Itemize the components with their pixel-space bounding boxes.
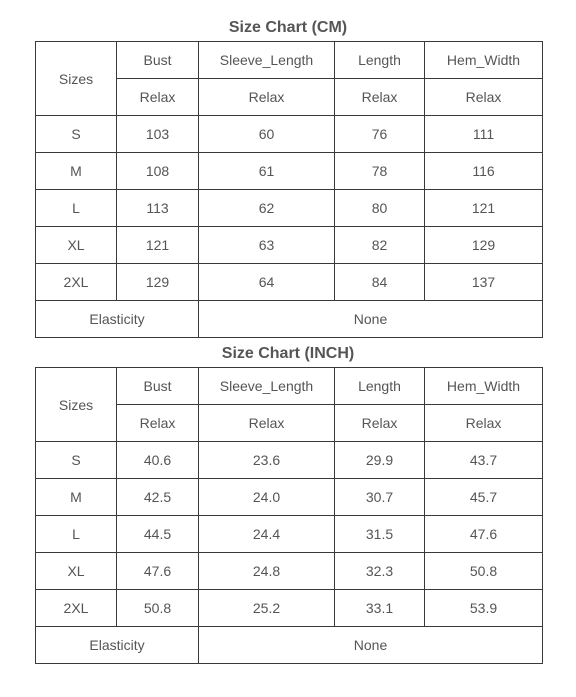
column-header: Hem_Width: [425, 368, 543, 405]
measurement-cell: 43.7: [425, 442, 543, 479]
measurement-cell: 47.6: [117, 553, 199, 590]
measurement-cell: 30.7: [335, 479, 425, 516]
size-cell: 2XL: [36, 590, 117, 627]
fit-subheader: Relax: [335, 405, 425, 442]
measurement-cell: 53.9: [425, 590, 543, 627]
elasticity-row: [36, 301, 543, 338]
size-cell: M: [36, 479, 117, 516]
measurement-cell: 129: [425, 227, 543, 264]
table-row: [36, 116, 543, 153]
fit-subheader: Relax: [117, 79, 199, 116]
measurement-cell: 44.5: [117, 516, 199, 553]
table-row: [36, 590, 543, 627]
table-row: [36, 479, 543, 516]
elasticity-value: None: [199, 627, 543, 664]
fit-subheader: Relax: [117, 405, 199, 442]
size-cell: L: [36, 516, 117, 553]
column-header: Length: [335, 368, 425, 405]
measurement-cell: 63: [199, 227, 335, 264]
measurement-cell: 25.2: [199, 590, 335, 627]
measurement-cell: 82: [335, 227, 425, 264]
size-cell: XL: [36, 227, 117, 264]
size-cell: S: [36, 442, 117, 479]
measurement-cell: 113: [117, 190, 199, 227]
column-header: Bust: [117, 42, 199, 79]
fit-subheader: Relax: [425, 79, 543, 116]
column-header: Sleeve_Length: [199, 42, 335, 79]
size-cell: S: [36, 116, 117, 153]
measurement-cell: 103: [117, 116, 199, 153]
measurement-cell: 24.8: [199, 553, 335, 590]
column-header: Bust: [117, 368, 199, 405]
elasticity-label: Elasticity: [36, 627, 199, 664]
size-cell: M: [36, 153, 117, 190]
table-row: [36, 264, 543, 301]
measurement-cell: 50.8: [117, 590, 199, 627]
measurement-cell: 24.0: [199, 479, 335, 516]
measurement-cell: 29.9: [335, 442, 425, 479]
size-chart-inch-title: Size Chart (INCH): [221, 345, 355, 362]
measurement-cell: 76: [335, 116, 425, 153]
elasticity-label: Elasticity: [36, 301, 199, 338]
size-cell: 2XL: [36, 264, 117, 301]
table-row: [36, 190, 543, 227]
measurement-cell: 129: [117, 264, 199, 301]
table-row: [36, 227, 543, 264]
column-header: Hem_Width: [425, 42, 543, 79]
measurement-cell: 111: [425, 116, 543, 153]
elasticity-row: [36, 627, 543, 664]
column-header: Length: [335, 42, 425, 79]
column-header: Sleeve_Length: [199, 368, 335, 405]
measurement-cell: 121: [117, 227, 199, 264]
header-row: [36, 368, 543, 405]
size-chart-cm-table: [35, 41, 543, 338]
table-row: [36, 153, 543, 190]
measurement-cell: 42.5: [117, 479, 199, 516]
table-row: [36, 516, 543, 553]
measurement-cell: 60: [199, 116, 335, 153]
size-cell: XL: [36, 553, 117, 590]
size-chart-cm-title: Size Chart (CM): [228, 19, 348, 36]
measurement-cell: 33.1: [335, 590, 425, 627]
measurement-cell: 32.3: [335, 553, 425, 590]
measurement-cell: 40.6: [117, 442, 199, 479]
size-chart-inch-table: [35, 367, 543, 664]
measurement-cell: 47.6: [425, 516, 543, 553]
measurement-cell: 116: [425, 153, 543, 190]
table-row: [36, 553, 543, 590]
sizes-header: Sizes: [36, 368, 117, 442]
measurement-cell: 80: [335, 190, 425, 227]
measurement-cell: 108: [117, 153, 199, 190]
fit-subheader: Relax: [335, 79, 425, 116]
measurement-cell: 31.5: [335, 516, 425, 553]
measurement-cell: 62: [199, 190, 335, 227]
table-row: [36, 442, 543, 479]
measurement-cell: 45.7: [425, 479, 543, 516]
measurement-cell: 24.4: [199, 516, 335, 553]
header-row: [36, 42, 543, 79]
measurement-cell: 78: [335, 153, 425, 190]
elasticity-value: None: [199, 301, 543, 338]
sizes-header: Sizes: [36, 42, 117, 116]
measurement-cell: 137: [425, 264, 543, 301]
measurement-cell: 64: [199, 264, 335, 301]
fit-subheader: Relax: [199, 405, 335, 442]
measurement-cell: 23.6: [199, 442, 335, 479]
measurement-cell: 121: [425, 190, 543, 227]
fit-subheader: Relax: [199, 79, 335, 116]
fit-subheader: Relax: [425, 405, 543, 442]
size-cell: L: [36, 190, 117, 227]
measurement-cell: 61: [199, 153, 335, 190]
measurement-cell: 84: [335, 264, 425, 301]
measurement-cell: 50.8: [425, 553, 543, 590]
